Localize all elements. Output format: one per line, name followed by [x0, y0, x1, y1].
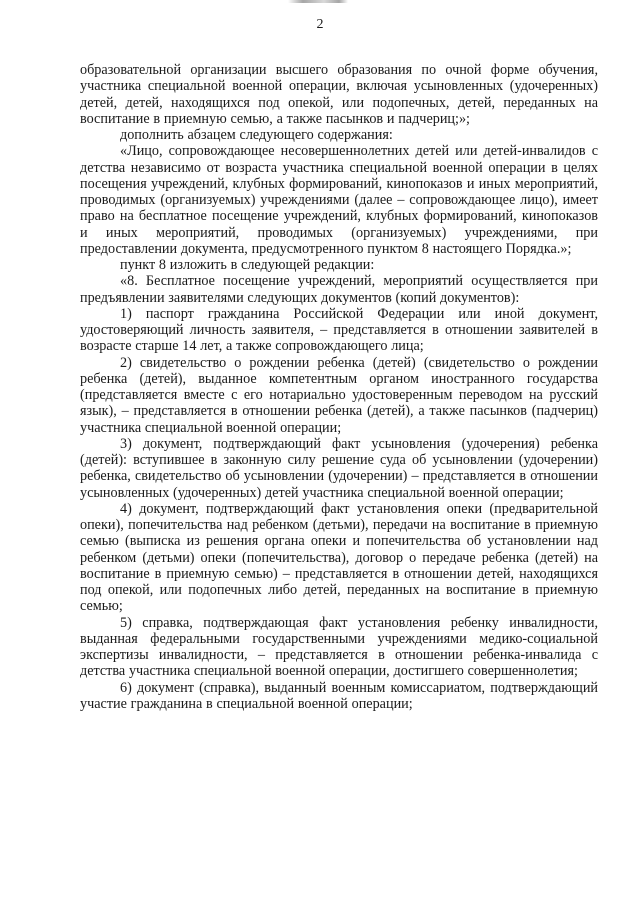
list-item-2-birth-certificate: 2) свидетельство о рождении ребенка (детей) (свидетельство о рождении ребенка (детей), выданное компетентным органом иностранного государства (представляется вместе с его нотариально удостоверенным переводом на русский язык), – представляется в отношении ребенка (детей), а также пасынков (падчериц) участника специальной военной операции; — [80, 354, 598, 436]
list-item-4-guardianship: 4) документ, подтверждающий факт установления опеки (предварительной опеки), попечительства над ребенком (детьми), передачи на воспитание в приемную семью (выписка из решения органа опеки и попечительства об установлении над ребенком (детьми) опеки (попечительства), договор о передаче ребенка (детей) на воспитание в приемную семью) – представляется в отношении детей, находящихся под опекой, или подопечных либо детей, переданных на воспитание в приемную семью; — [80, 500, 598, 615]
paragraph-continuation: образовательной организации высшего образования по очной форме обучения, участника специальной военной операции, включая усыновленных (удочеренных) детей, детей, находящихся под опекой, или подопечных, детей, переданных на воспитание в приемную семью, а также пасынков и падчериц;»; — [80, 62, 598, 127]
paragraph-amend-instruction: дополнить абзацем следующего содержания: — [120, 127, 393, 143]
list-item-6-military-certificate: 6) документ (справка), выданный военным комиссариатом, подтверждающий участие гражданина в специальной военной операции; — [80, 679, 598, 712]
list-item-1-passport: 1) паспорт гражданина Российской Федерации или иной документ, удостоверяющий личность заявителя, – представляется в отношении заявителей в возрасте старше 14 лет, а также сопровождающего лица; — [80, 305, 598, 355]
document-body — [80, 62, 598, 712]
page-number: 2 — [316, 17, 324, 32]
list-item-3-adoption: 3) документ, подтверждающий факт усыновления (удочерения) ребенка (детей): вступившее в законную силу решение суда об усыновлении (удочерении) ребенка, свидетельство об усыновлении (удочерении) – представляется в отношении усыновленных (удочеренных) детей участника специальной военной операции; — [80, 435, 598, 501]
list-item-5-disability: 5) справка, подтверждающая факт установления ребенку инвалидности, выданная федеральными государственными учреждениями медико-социальной экспертизы инвалидности, – представляется в отношении ребенка-инвалида с детства участника специальной военной операции, достигшего совершеннолетия; — [80, 614, 598, 680]
paragraph-accompanying-person: «Лицо, сопровождающее несовершеннолетних детей или детей-инвалидов с детства независимо от возраста участника специальной военной операции в целях посещения учреждений, клубных формирований, кинопоказов и иных мероприятий, проводимых (организуемых) учреждениями (далее – сопровождающее лицо), имеет право на бесплатное посещение учреждений, клубных формирований, кинопоказов и иных мероприятий, проводимых (организуемых) учреждениями, при предоставлении документа, предусмотренного пунктом 8 настоящего Порядка.»; — [80, 143, 598, 257]
paragraph-clause-8: «8. Бесплатное посещение учреждений, мероприятий осуществляется при предъявлении заявителями следующих документов (копий документов): — [80, 273, 598, 306]
scan-artifact — [288, 0, 348, 3]
paragraph-clause-8-instruction: пункт 8 изложить в следующей редакции: — [120, 257, 375, 273]
